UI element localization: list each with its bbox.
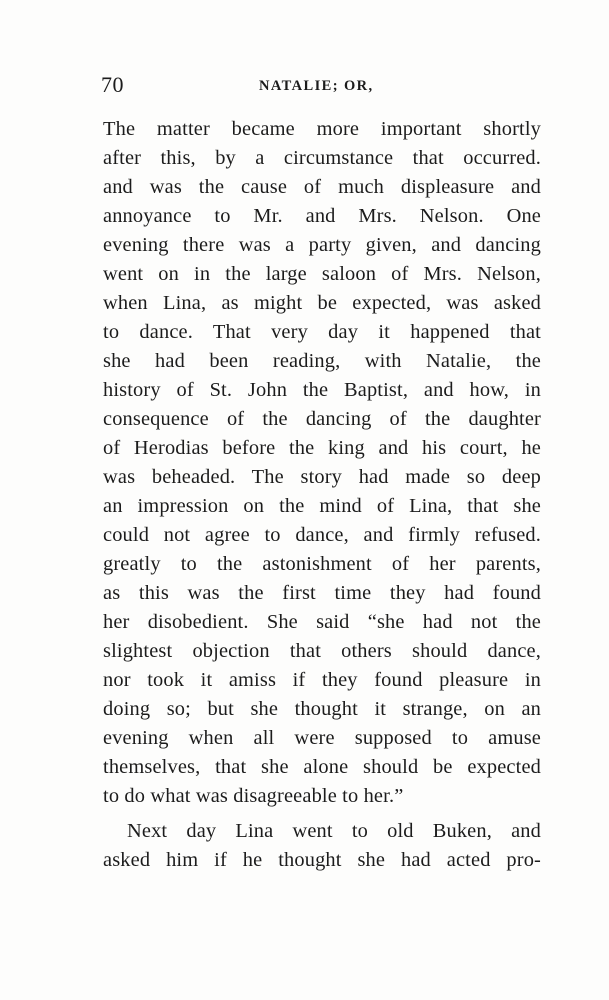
- body-text: [103, 115, 541, 875]
- text-line: themselves, that she alone should be expected: [103, 756, 541, 778]
- text-line: to do what was disagreeable to her.”: [103, 785, 404, 807]
- text-line: greatly to the astonishment of her parents,: [103, 553, 541, 575]
- text-line: went on in the large saloon of Mrs. Nelson,: [103, 263, 541, 285]
- text-line: The matter became more important shortly: [103, 118, 541, 140]
- paragraph: [103, 817, 541, 875]
- text-line: history of St. John the Baptist, and how, in: [103, 379, 541, 401]
- text-line: as this was the first time they had found: [103, 582, 541, 604]
- text-line: of Herodias before the king and his court, he: [103, 437, 541, 459]
- text-line: evening there was a party given, and dancing: [103, 234, 541, 256]
- text-line: could not agree to dance, and firmly refused.: [103, 524, 541, 546]
- text-line: doing so; but she thought it strange, on an: [103, 698, 541, 720]
- text-line: after this, by a circumstance that occurred.: [103, 147, 541, 169]
- text-line: her disobedient. She said “she had not the: [103, 611, 541, 633]
- paragraph: [103, 115, 541, 811]
- text-line: was beheaded. The story had made so deep: [103, 466, 541, 488]
- page-header: [101, 70, 541, 102]
- text-line: and was the cause of much displeasure and: [103, 176, 541, 198]
- text-line: consequence of the dancing of the daughter: [103, 408, 541, 430]
- text-line: when Lina, as might be expected, was asked: [103, 292, 541, 314]
- text-line: an impression on the mind of Lina, that she: [103, 495, 541, 517]
- text-line: slightest objection that others should dance,: [103, 640, 541, 662]
- text-line: annoyance to Mr. and Mrs. Nelson. One: [103, 205, 541, 227]
- text-line: asked him if he thought she had acted pro-: [103, 849, 541, 871]
- text-line: evening when all were supposed to amuse: [103, 727, 541, 749]
- text-line: to dance. That very day it happened that: [103, 321, 541, 343]
- text-line: nor took it amiss if they found pleasure in: [103, 669, 541, 691]
- page-number: 70: [101, 72, 124, 97]
- text-line: she had been reading, with Natalie, the: [103, 350, 541, 372]
- running-title: NATALIE; OR,: [259, 78, 374, 94]
- text-line: Next day Lina went to old Buken, and: [127, 820, 541, 842]
